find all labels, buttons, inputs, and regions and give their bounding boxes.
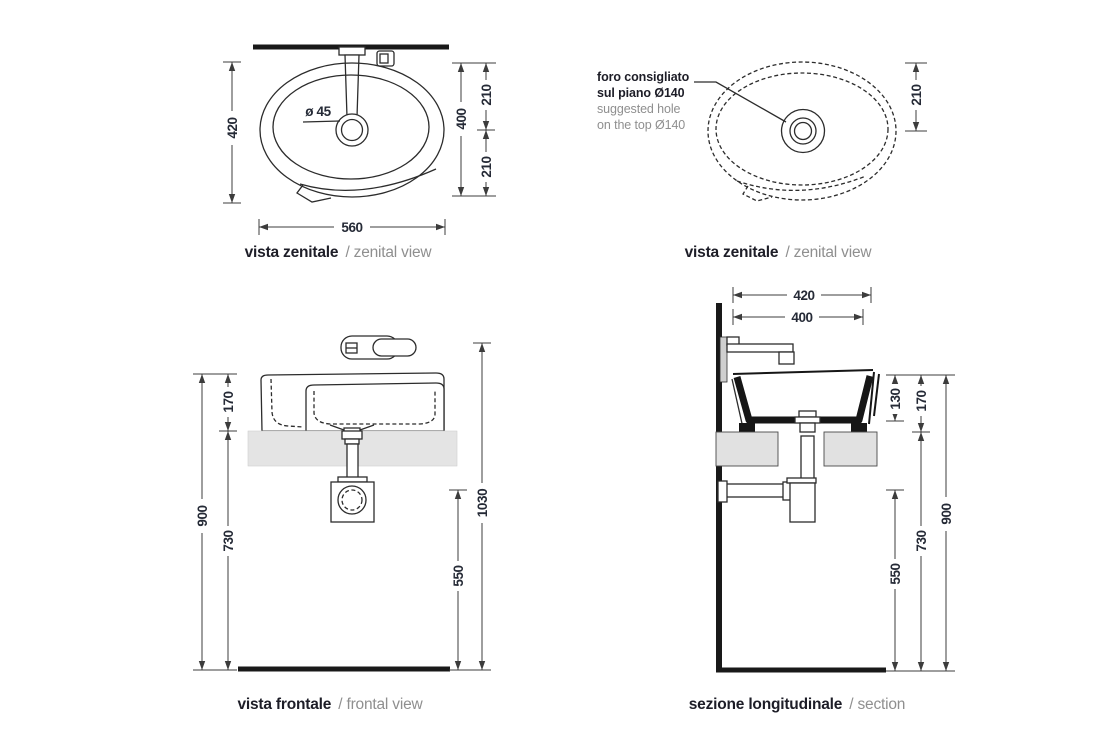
dim-label-420: 420 <box>793 288 815 303</box>
dim-label-400: 400 <box>791 310 813 325</box>
dim-trap-height <box>886 490 904 671</box>
front-view <box>185 330 500 680</box>
dim-overall-depth <box>733 287 871 303</box>
dim-bottom-half <box>478 130 494 196</box>
drain-popup-section <box>795 411 820 480</box>
basin-front <box>261 373 444 432</box>
suggested-hole <box>782 110 825 153</box>
dim-label-550: 550 <box>451 565 466 587</box>
dim-basin-height <box>219 374 237 431</box>
dim-label-730: 730 <box>221 530 236 552</box>
dim-label-900: 900 <box>195 505 210 527</box>
dim-basin-depth <box>733 309 863 325</box>
dim-top-half <box>478 63 494 130</box>
dim-label-210-top: 210 <box>479 84 494 106</box>
caption-english: / zenital view <box>785 244 872 261</box>
dim-overall-width <box>259 219 445 235</box>
caption-plan-right <box>618 244 938 262</box>
section-view <box>690 282 965 682</box>
trap-section <box>718 478 816 522</box>
drain-diameter-label: ø 45 <box>305 104 331 119</box>
caption-italian: vista zenitale <box>684 244 779 261</box>
dim-label-420: 420 <box>225 117 240 139</box>
dim-faucet-height <box>473 343 491 670</box>
dim-basin-height <box>912 375 930 432</box>
faucet-section <box>720 337 794 382</box>
dim-label-170: 170 <box>221 391 236 413</box>
suggested-hole-note <box>597 69 689 133</box>
dim-label-730: 730 <box>914 530 929 552</box>
faucet-front <box>341 336 416 359</box>
caption-italian: sezione longitudinale <box>688 696 843 713</box>
caption-front <box>170 696 490 714</box>
dim-counter-height <box>913 432 929 671</box>
dim-total-height <box>193 374 237 670</box>
dim-label-1030: 1030 <box>475 488 490 518</box>
caption-italian: vista zenitale <box>244 244 339 261</box>
dim-top-half <box>905 63 927 131</box>
caption-section <box>637 696 957 714</box>
note-line-it-1: foro consigliato <box>597 70 690 84</box>
dim-label-130: 130 <box>888 388 903 410</box>
caption-plan-left <box>173 244 503 262</box>
note-line-en-2: on the top Ø140 <box>597 118 686 132</box>
countertop-section <box>716 432 877 466</box>
caption-english: / section <box>849 696 906 713</box>
note-line-en-1: suggested hole <box>597 102 681 116</box>
note-line-it-2: sul piano Ø140 <box>597 86 685 100</box>
dim-label-170: 170 <box>914 390 929 412</box>
dim-label-560: 560 <box>341 220 363 235</box>
plan-left-view <box>180 25 510 240</box>
dim-label-550: 550 <box>888 563 903 585</box>
caption-english: / zenital view <box>345 244 432 261</box>
dim-overall-height <box>223 62 241 203</box>
caption-english: / frontal view <box>338 696 423 713</box>
dim-label-900: 900 <box>939 503 954 525</box>
dim-label-210-bottom: 210 <box>479 156 494 178</box>
dim-label-400: 400 <box>454 108 469 130</box>
dim-label-210: 210 <box>909 84 924 106</box>
caption-italian: vista frontale <box>237 696 332 713</box>
dim-counter-height <box>220 431 236 670</box>
note-leader-line <box>694 82 786 122</box>
